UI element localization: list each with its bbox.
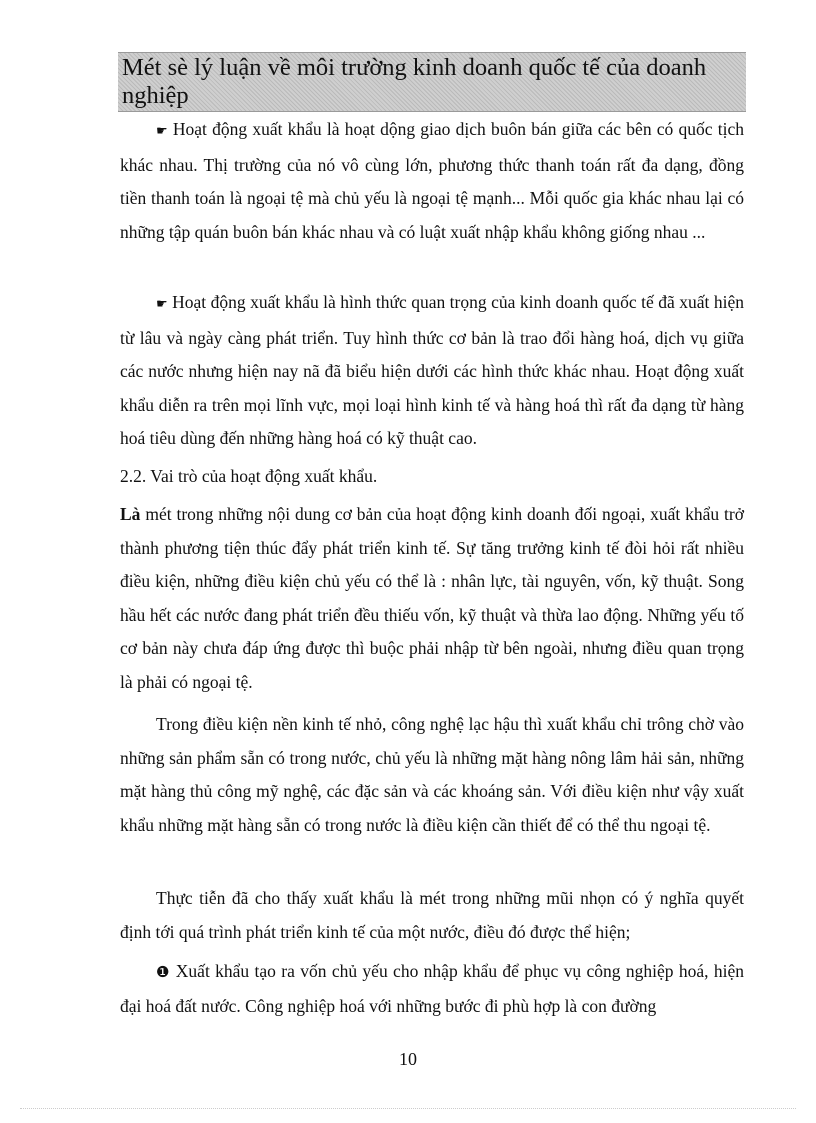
paragraph-1 xyxy=(120,113,744,249)
section-heading: 2.2. Vai trò của hoạt động xuất khẩu. xyxy=(120,466,378,486)
page-bottom-divider xyxy=(20,1108,796,1109)
paragraph-6 xyxy=(120,955,744,1023)
paragraph-4 xyxy=(120,708,744,842)
paragraph-5-text: Thực tiễn đã cho thấy xuất khẩu là mét trong những mũi nhọn có ý nghĩa quyết định tới quá trình phát triển kinh tế của một nước, điều đó được thể hiện; xyxy=(120,888,744,942)
paragraph-2 xyxy=(120,286,744,456)
hand-pointer-icon: ☛ xyxy=(156,124,168,139)
paragraph-3-text: mét trong những nội dung cơ bản của hoạt động kinh doanh đối ngoại, xuất khẩu trở thành phương tiện thúc đẩy phát triển kinh tế. Sự tăng trưởng kinh tế đòi hỏi rất nhiều điều kiện, những điều kiện chủ yếu có thể là : nhân lực, tài nguyên, vốn, kỹ thuật. Song hầu hết các nước đang phát triển đều thiếu vốn, kỹ thuật và thừa lao động. Những yếu tố cơ bản này chưa đáp ứng được thì buộc phải nhập từ bên ngoài, nhưng điều quan trọng là phải có ngoại tệ. xyxy=(120,504,744,692)
number-one-circle-icon: ❶ xyxy=(156,963,171,981)
page-number: 10 xyxy=(399,1049,417,1069)
paragraph-5 xyxy=(120,882,744,949)
paragraph-2-text: Hoạt động xuất khẩu là hình thức quan trọng của kinh doanh quốc tế đã xuất hiện từ lâu và ngày càng phát triển. Tuy hình thức cơ bản là trao đổi hàng hoá, dịch vụ giữa các nước nhưng hiện nay nã đã biểu hiện dưới các hình thức khác nhau. Hoạt động xuất khẩu diễn ra trên mọi lĩnh vực, mọi loại hình kinh tế và hàng hoá thì rất đa dạng từ hàng hoá tiêu dùng đến những hàng hoá có kỹ thuật cao. xyxy=(120,292,744,448)
paragraph-3-lead: Là xyxy=(120,504,141,524)
paragraph-4-text: Trong điều kiện nền kinh tế nhỏ, công nghệ lạc hậu thì xuất khẩu chỉ trông chờ vào những sản phẩm sẵn có trong nước, chủ yếu là những mặt hàng nông lâm hải sản, những mặt hàng thủ công mỹ nghệ, các đặc sản và các khoáng sản. Với điều kiện như vậy xuất khẩu những mặt hàng sẵn có trong nước là điều kiện cần thiết để có thể thu ngoại tệ. xyxy=(120,714,744,835)
paragraph-1-text: Hoạt động xuất khẩu là hoạt dộng giao dịch buôn bán giữa các bên có quốc tịch khác nhau. Thị trường của nó vô cùng lớn, phương thức thanh toán rất đa dạng, đồng tiền thanh toán là ngoại tệ mà chủ yếu là ngoại tệ mạnh... Mỗi quốc gia khác nhau lại có những tập quán buôn bán khác nhau và có luật xuất nhập khẩu không giống nhau ... xyxy=(120,119,744,242)
page-header-title: Mét sè lý luận về môi trường kinh doanh quốc tế của doanh nghiệp xyxy=(122,54,707,109)
paragraph-6-text: Xuất khẩu tạo ra vốn chủ yếu cho nhập khẩu để phục vụ công nghiệp hoá, hiện đại hoá đất nước. Công nghiệp hoá với những bước đi phù hợp là con đường xyxy=(120,961,744,1016)
hand-pointer-icon: ☛ xyxy=(156,297,168,312)
paragraph-3 xyxy=(120,498,744,699)
